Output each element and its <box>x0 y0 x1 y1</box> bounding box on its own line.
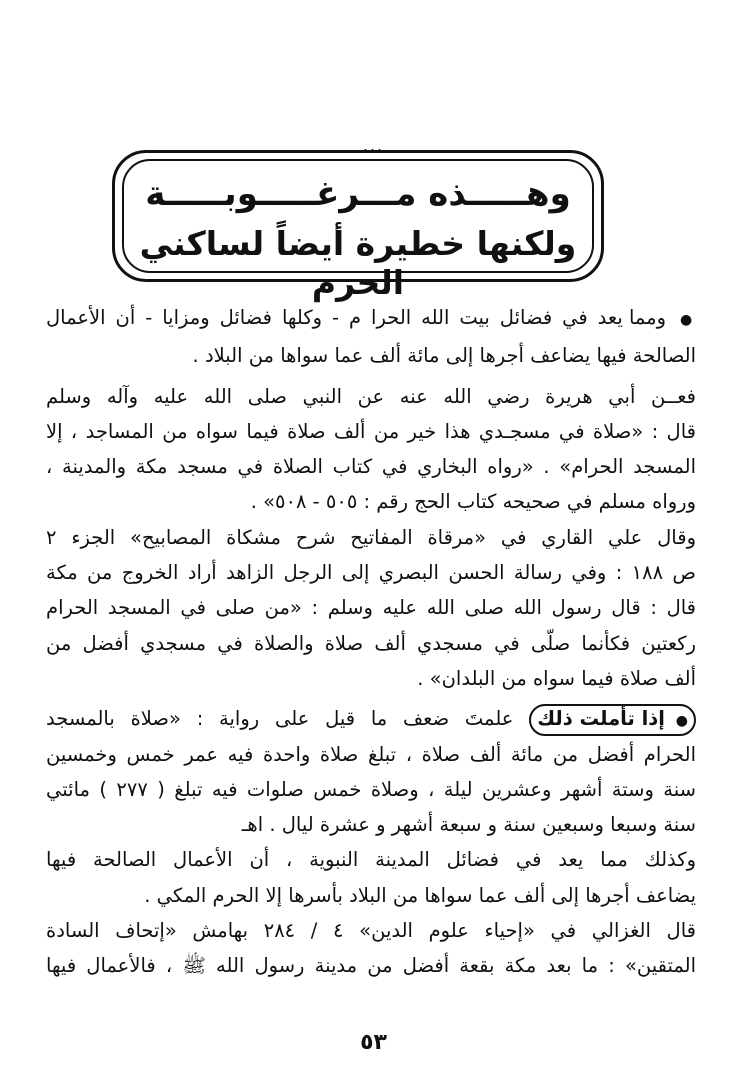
bullet-icon: ● <box>680 312 696 328</box>
line-text: ومما يعد في فضائل بيت الله الحرا م - وكلها فضائل ومزايا - أن الأعمال <box>46 306 667 329</box>
line-text: علمتَ ضعف ما قيل على رواية : «صلاة بالمسجد <box>46 707 514 731</box>
title-line-1: وهـــــذه مـــرغـــــوبـــــة <box>145 174 571 214</box>
paragraph-line: يضاعف أجرها إلى ألف عما سواها من البلاد بأسرها إلا الحرم المكي . <box>144 883 696 907</box>
title-frame-inner <box>122 159 594 302</box>
highlight-text: إذا تأملت ذلك <box>537 707 665 731</box>
paragraph-line: قال : قال رسول الله صلى الله عليه وسلم : «من صلى في المسجد الحرام <box>46 596 696 620</box>
paragraph-line: وقال علي القاري في «مرقاة المفاتيح شرح مشكاة المصابيح» الجزء ٢ <box>46 525 696 549</box>
paragraph-line: وكذلك مما يعد في فضائل المدينة النبوية ، أن الأعمال الصالحة فيها <box>46 848 696 872</box>
paragraph-line: الحرام أفضل من مائة ألف صلاة ، تبلغ صلاة واحدة فيه عمر خمس وخمسين <box>46 742 696 766</box>
title-ornament: ... <box>362 136 385 155</box>
title-line-2: ولكنها خطيرة أيضاً لساكني الحرم <box>139 224 577 302</box>
paragraph-line: سنة وسبعا وسبعين سنة و سبعة أشهر و عشرة ليال . اهـ <box>241 813 696 837</box>
paragraph-line: سنة وستة أشهر وعشرين ليلة ، وصلاة خمس صلوات فيه تبلغ ( ٢٧٧ ) مائتي <box>46 777 696 801</box>
title-frame <box>112 150 604 302</box>
paragraph-line: قال الغزالي في «إحياء علوم الدين» ٤ / ٢٨٤ بهامش «إتحاف السادة <box>46 919 696 943</box>
bullet-icon: ● <box>675 713 688 730</box>
highlight-box <box>529 704 696 736</box>
paragraph-line: ورواه مسلم في صحيحه كتاب الحج رقم : ٥٠٥ - ٥٠٨» . <box>250 490 696 514</box>
paragraph-line: ألف صلاة فيما سواه من البلدان» . <box>417 666 696 690</box>
paragraph-line: ركعتين فكأنما صلّى في مسجدي ألف صلاة والصلاة في مسجدي أفضل من <box>46 631 696 655</box>
paragraph-line: المسجد الحرام» . «رواه البخاري في كتاب الصلاة في مسجد مكة والمدينة ، <box>46 455 696 479</box>
paragraph-line: فعــن أبي هريرة رضي الله عنه عن النبي صلى الله عليه وآله وسلم <box>46 384 696 408</box>
paragraph-line: المتقين» : ما بعد مكة بقعة أفضل من مدينة رسول الله ﷺ ، فالأعمال فيها <box>46 954 696 978</box>
paragraph-line: قال : «صلاة في مسجـدي هذا خير من ألف صلاة فيما سواه من المساجد ، إلا <box>46 419 696 443</box>
paragraph-line: الصالحة فيها يضاعف أجرها إلى مائة ألف عما سواها من البلاد . <box>192 344 696 368</box>
body-text <box>46 300 696 984</box>
paragraph-line <box>46 701 696 736</box>
page-number: ٥٣ <box>360 1030 387 1055</box>
paragraph-line <box>46 300 696 338</box>
paragraph-line: ص ١٨٨ : وفي رسالة الحسن البصري إلى الرجل الزاهد أراد الخروج من مكة <box>46 561 697 585</box>
